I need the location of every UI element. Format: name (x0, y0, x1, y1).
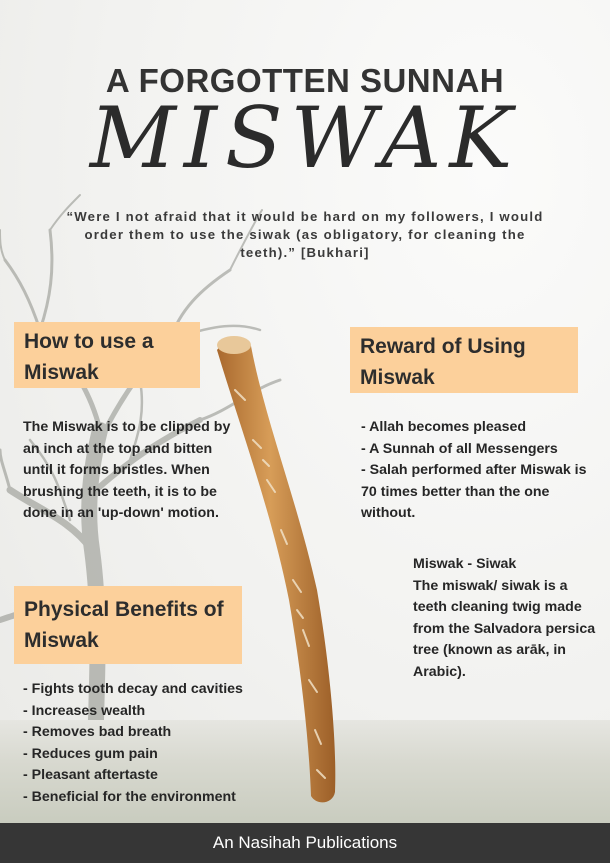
list-item: - Pleasant aftertaste (23, 767, 158, 783)
footer-bar: An Nasihah Publications (0, 823, 610, 863)
page-subtitle: A FORGOTTEN SUNNAH (105, 62, 505, 99)
list-item: - Removes bad breath (23, 724, 172, 740)
definition-title: Miswak - Siwak (413, 556, 517, 572)
how-to-heading: How to use a Miswak (14, 322, 200, 388)
definition-block (413, 554, 603, 683)
list-item: - Increases wealth (23, 702, 146, 719)
reward-list (361, 417, 591, 525)
how-to-text: The Miswak is to be clipped by an inch at the top and bitten until it forms bristles. When brushing the teeth, it is to be done in an 'up-down' motion. (23, 419, 231, 521)
miswak-stick-image (205, 330, 355, 810)
page-title: MISWAK (89, 89, 521, 187)
list-item: - Allah becomes pleased (361, 419, 527, 435)
reward-heading: Reward of Using Miswak (350, 327, 578, 393)
list-item: - Beneficial for the environment (23, 788, 236, 805)
list-item: - A Sunnah of all Messengers (361, 440, 558, 457)
list-item: - Salah performed after Miswak is 70 times better than the one without. (361, 462, 587, 521)
list-item: - Fights tooth decay and cavities (23, 681, 243, 697)
hadith-quote: “Were I not afraid that it would be hard on my followers, I would order them to use the siwak (as obligatory, for cleaning the teeth).” [Bukhari] (66, 209, 544, 260)
list-item: - Reduces gum pain (23, 745, 158, 762)
benefits-heading: Physical Benefits of Miswak (14, 586, 242, 664)
definition-text: The miswak/ siwak is a teeth cleaning twig made from the Salvadora persica tree (known as arāk, in Arabic). (413, 577, 596, 680)
